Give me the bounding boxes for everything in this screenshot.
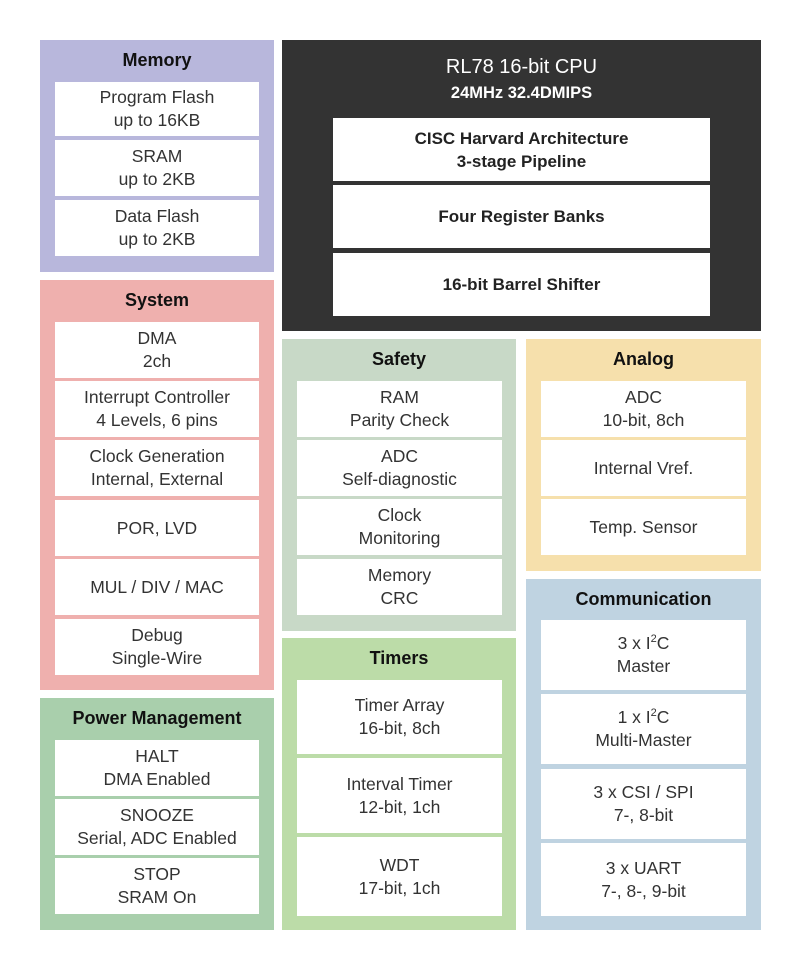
cpu-title: RL78 16-bit CPU xyxy=(445,56,598,78)
memory-sram: SRAM up to 2KB xyxy=(55,140,259,196)
power-snooze: SNOOZE Serial, ADC Enabled xyxy=(55,799,259,855)
safety-adc-self-diagnostic: ADC Self-diagnostic xyxy=(297,440,502,496)
system-debug: Debug Single-Wire xyxy=(55,619,259,675)
cpu-subtitle: 24MHz 32.4DMIPS xyxy=(450,84,593,102)
analog-adc: ADC 10-bit, 8ch xyxy=(541,381,746,437)
safety-memory-crc: Memory CRC xyxy=(297,559,502,615)
analog-block xyxy=(526,339,761,571)
system-por-lvd: POR, LVD xyxy=(55,500,259,556)
memory-program-flash: Program Flash up to 16KB xyxy=(55,82,259,136)
comm-uart: 3 x UART 7-, 8-, 9-bit xyxy=(541,843,746,916)
comm-i2c-master: 3 x $I^2C$ Master xyxy=(541,620,746,690)
timers-timer-array: Timer Array 16-bit, 8ch xyxy=(297,680,502,754)
communication-block xyxy=(526,579,761,930)
communication-title: Communication xyxy=(575,589,712,609)
system-clock-generation: Clock Generation Internal, External xyxy=(55,440,259,496)
cpu-register-banks: Four Register Banks xyxy=(333,185,710,248)
cpu-block xyxy=(282,40,761,331)
memory-block xyxy=(40,40,274,272)
system-block xyxy=(40,280,274,690)
power-management-title: Power Management xyxy=(72,708,242,728)
system-mul-div-mac: MUL / DIV / MAC xyxy=(55,559,259,615)
timers-interval-timer: Interval Timer 12-bit, 1ch xyxy=(297,758,502,833)
timers-title: Timers xyxy=(369,648,429,668)
comm-i2c-multi-master: 1 x $I^2C$ Multi-Master xyxy=(541,694,746,764)
power-stop: STOP SRAM On xyxy=(55,858,259,914)
timers-block xyxy=(282,638,516,930)
memory-title: Memory xyxy=(122,50,192,70)
analog-title: Analog xyxy=(613,349,674,369)
power-management-block xyxy=(40,698,274,930)
power-halt: HALT DMA Enabled xyxy=(55,740,259,796)
cpu-barrel-shifter: 16-bit Barrel Shifter xyxy=(333,253,710,316)
analog-temp-sensor: Temp. Sensor xyxy=(541,499,746,555)
safety-title: Safety xyxy=(371,349,427,369)
timers-wdt: WDT 17-bit, 1ch xyxy=(297,837,502,916)
system-dma: DMA 2ch xyxy=(55,322,259,378)
safety-ram-parity: RAM Parity Check xyxy=(297,381,502,437)
safety-clock-monitoring: Clock Monitoring xyxy=(297,499,502,555)
safety-block xyxy=(282,339,516,631)
analog-internal-vref: Internal Vref. xyxy=(541,440,746,496)
system-interrupt-controller: Interrupt Controller 4 Levels, 6 pins xyxy=(55,381,259,437)
cpu-architecture: CISC Harvard Architecture 3-stage Pipeline xyxy=(333,118,710,181)
system-title: System xyxy=(124,290,190,310)
memory-data-flash: Data Flash up to 2KB xyxy=(55,200,259,256)
comm-csi-spi: 3 x CSI / SPI 7-, 8-bit xyxy=(541,769,746,839)
